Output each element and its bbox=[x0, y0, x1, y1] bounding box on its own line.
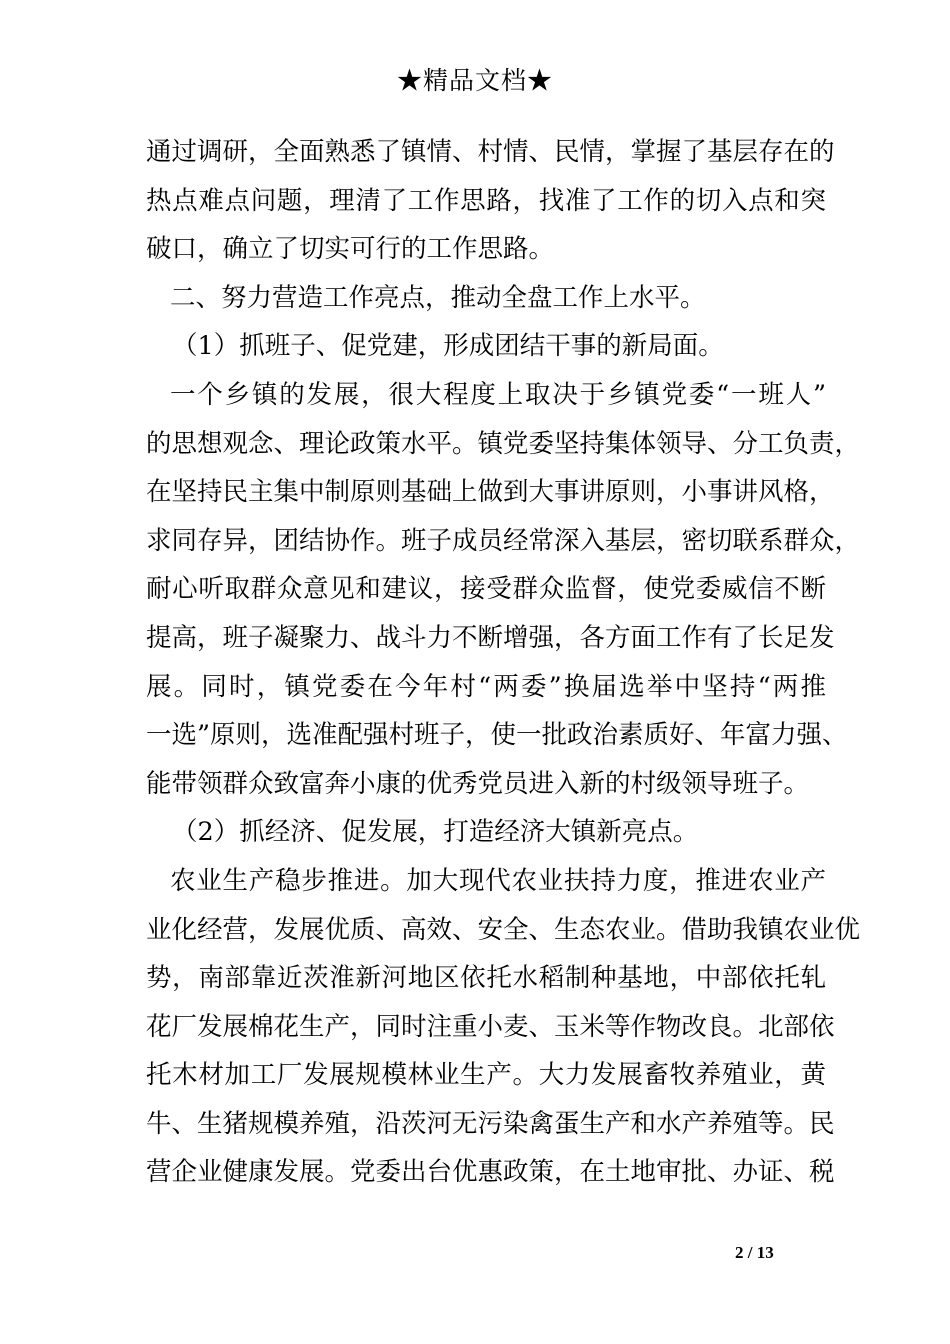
text-line-3: 破口，确立了切实可行的工作思路。 bbox=[146, 234, 555, 265]
text-line-6: 一个乡镇的发展，很大程度上取决于乡镇党委“一班人” bbox=[170, 379, 826, 410]
text-line-13: 一选”原则，选准配强村班子，使一批政治素质好、年富力强、 bbox=[146, 720, 848, 751]
text-line-10: 耐心听取群众意见和建议，接受群众监督，使党委威信不断 bbox=[146, 574, 826, 605]
text-line-7: 的思想观念、理论政策水平。镇党委坚持集体领导、分工负责， bbox=[146, 428, 861, 459]
text-line-20: 托木材加工厂发展规模林业生产。大力发展畜牧养殖业，黄 bbox=[146, 1060, 826, 1091]
subsection-heading-1: （1）抓班子、促党建，形成团结干事的新局面。 bbox=[172, 331, 724, 362]
section-heading-2: 二、努力营造工作亮点，推动全盘工作上水平。 bbox=[170, 282, 706, 313]
text-line-9: 求同存异，团结协作。班子成员经常深入基层，密切联系群众， bbox=[146, 525, 861, 556]
text-line-2: 热点难点问题，理清了工作思路，找准了工作的切入点和突 bbox=[146, 185, 826, 216]
text-line-12: 展。同时，镇党委在今年村“两委”换届选举中坚持“两推 bbox=[146, 671, 826, 702]
page-number: 2 / 13 bbox=[735, 1243, 774, 1262]
text-line-1: 通过调研，全面熟悉了镇情、村情、民情，掌握了基层存在的 bbox=[146, 137, 835, 167]
text-line-22: 营企业健康发展。党委出台优惠政策，在土地审批、办证、税 bbox=[146, 1157, 835, 1188]
subsection-heading-2: （2）抓经济、促发展，打造经济大镇新亮点。 bbox=[172, 817, 699, 848]
text-line-8: 在坚持民主集中制原则基础上做到大事讲原则，小事讲风格， bbox=[146, 477, 835, 508]
text-line-21: 牛、生猪规模养殖，沿茨河无污染禽蛋生产和水产养殖等。民 bbox=[146, 1108, 835, 1139]
text-line-16: 农业生产稳步推进。加大现代农业扶持力度，推进农业产 bbox=[170, 865, 826, 896]
body-text bbox=[146, 128, 861, 1197]
text-line-19: 花厂发展棉花生产，同时注重小麦、玉米等作物改良。北部依 bbox=[146, 1011, 835, 1042]
text-line-17: 业化经营，发展优质、高效、安全、生态农业。借助我镇农业优 bbox=[146, 914, 861, 945]
text-line-11: 提高，班子凝聚力、战斗力不断增强，各方面工作有了长足发 bbox=[146, 622, 835, 653]
page-header-title: ★精品文档★ bbox=[396, 66, 553, 95]
text-line-18: 势，南部靠近茨淮新河地区依托水稻制种基地，中部依托轧 bbox=[146, 963, 826, 994]
text-line-14: 能带领群众致富奔小康的优秀党员进入新的村级领导班子。 bbox=[146, 768, 810, 799]
